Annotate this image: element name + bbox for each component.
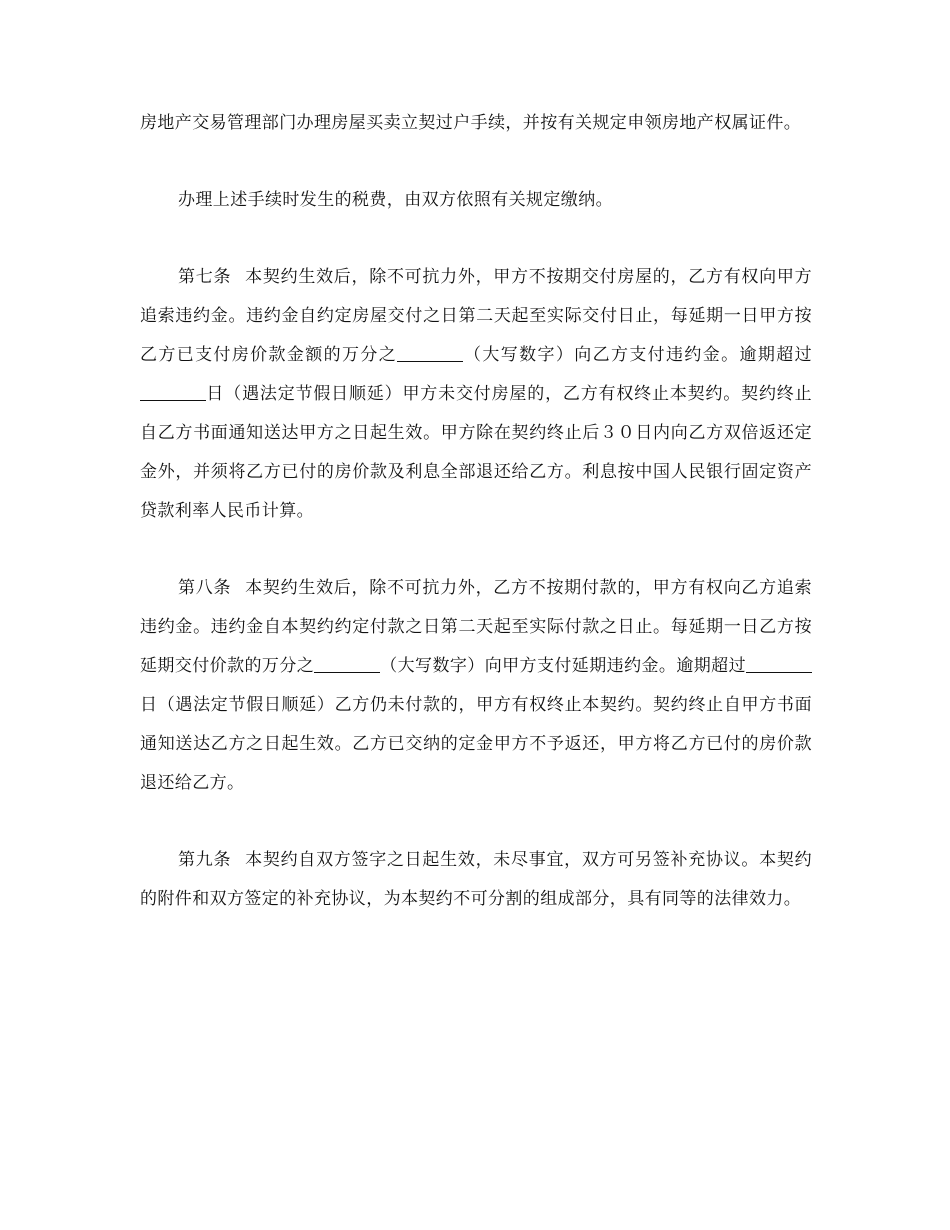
paragraph-article-9: [140, 841, 812, 919]
fill-in-blank: [140, 378, 206, 401]
paragraph-text: （大写数字）向甲方支付延期违约金。逾期超过: [380, 656, 746, 676]
paragraph-text: 本契约生效后，除不可抗力外，甲方不按期交付房屋的，乙方有权向甲方追索违约金。违约金自约定房屋交付之日第二天起至实际交付日止，每延期一日甲方按乙方已支付房价款金额的万分之: [140, 267, 812, 365]
article-label: 第八条: [178, 578, 232, 598]
article-label: 第七条: [178, 267, 232, 287]
article-label: 第九条: [178, 850, 232, 870]
paragraph-text: 本契约生效后，除不可抗力外，乙方不按期付款的，甲方有权向乙方追索违约金。违约金自本契约约定付款之日第二天起至实际付款之日止。每延期一日乙方按延期交付价款的万分之: [140, 578, 812, 676]
fill-in-blank: [397, 339, 463, 362]
paragraph-text: （大写数字）向乙方支付违约金。逾期超过: [463, 345, 812, 365]
paragraph-article-7: [140, 258, 812, 531]
fill-in-blank: [746, 650, 812, 673]
paragraph-text: 办理上述手续时发生的税费，由双方依照有关规定缴纳。: [178, 190, 613, 210]
paragraph-text: 本契约自双方签字之日起生效，未尽事宜，双方可另签补充协议。本契约的附件和双方签定的补充协议，为本契约不可分割的组成部分，具有同等的法律效力。: [140, 850, 812, 909]
paragraph-tax: [140, 181, 812, 220]
paragraph-text: 房地产交易管理部门办理房屋买卖立契过户手续，并按有关规定申领房地产权属证件。: [140, 113, 802, 133]
paragraph-text: 日（遇法定节假日顺延）甲方未交付房屋的，乙方有权终止本契约。契约终止自乙方书面通知送达甲方之日起生效。甲方除在契约终止后３０日内向乙方双倍返还定金外，并须将乙方已付的房价款及利息全部退还给乙方。利息按中国人民银行固定资产贷款利率人民币计算。: [140, 384, 812, 521]
paragraph-text: 日（遇法定节假日顺延）乙方仍未付款的，甲方有权终止本契约。契约终止自甲方书面通知送达乙方之日起生效。乙方已交纳的定金甲方不予返还，甲方将乙方已付的房价款退还给乙方。: [140, 695, 812, 793]
paragraph-continued: [140, 104, 812, 143]
paragraph-article-8: [140, 569, 812, 803]
fill-in-blank: [314, 650, 380, 673]
document-page: [140, 104, 812, 957]
